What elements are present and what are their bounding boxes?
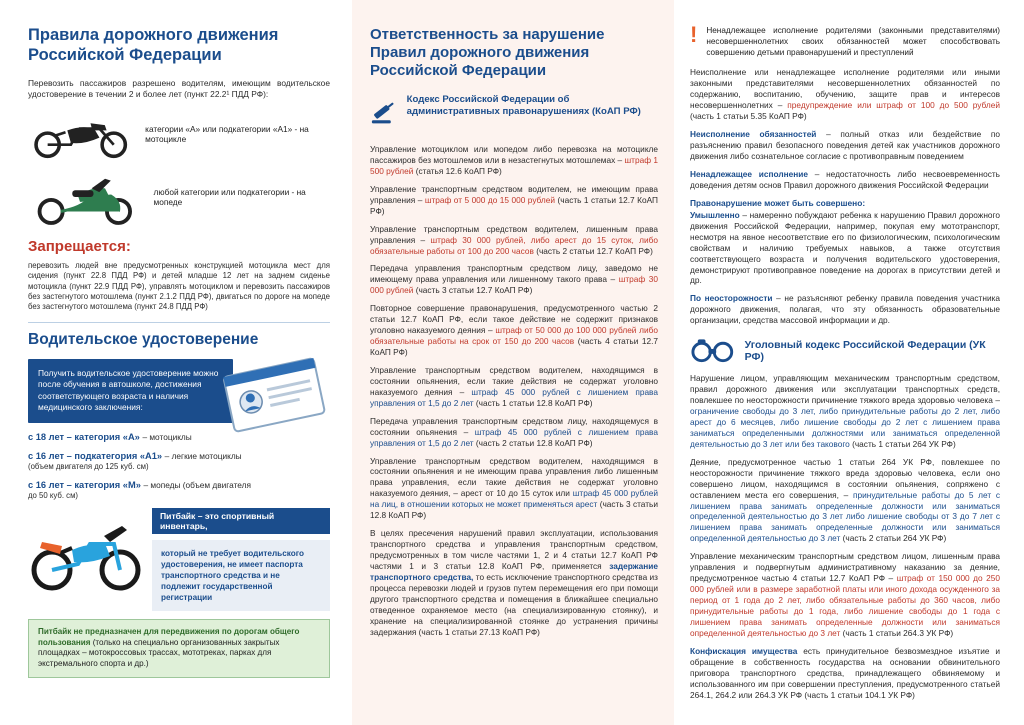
license-info-box: Получить водительское удостоверение можно после обучения в автошколе, достижения соответствующего возраста и наличия медицинского заключения: xyxy=(28,359,233,423)
uk-item: Нарушение лицом, управляющим механическим транспортным средством, правил дорожного движения или эксплуатации транспортных средств, повлекшее по неосторожности причинение тяжкого вреда здоровью человека – ограничение свободы до 3 лет, либо принудительные работы до 2 лет, либо арест до 6 месяцев, либо лишение свободы до 2 лет с лишением права заниматься определенными должностями или заниматься определенной деятельностью до 3 лет или без такового (часть 1 статьи 264 УК РФ) xyxy=(690,373,1000,449)
koap-item: Передача управления транспортным средством лицу, заведомо не имеющему права управления или лишенному такого права – штраф 30 000 рублей (часть 3 статьи 12.7 КоАП РФ) xyxy=(370,263,658,296)
duty-block: Ненадлежащее исполнение – недостаточность либо несвоевременность доведения детям основ Правил дорожного движения Российской Федерации xyxy=(690,168,1000,190)
uk-header xyxy=(690,338,1000,364)
duty-block: Неисполнение обязанностей – полный отказ или бездействие по разъяснению правил безопасного поведения детей как участников дорожного движения либо сознательное согласие с противоправным поведением xyxy=(690,129,1000,162)
age-sub: до 50 куб. см) xyxy=(28,490,79,500)
age-item: с 18 лет – категория «А» – мотоциклы xyxy=(28,431,192,442)
handcuffs-icon xyxy=(690,338,735,364)
moped-label: любой категории или подкатегории - на мопеде xyxy=(153,186,306,208)
koap-item: Управление транспортным средством водителем, лишенным права управления – штраф 30 000 рублей, либо арест до 15 суток, либо обязательные работы от 100 до 200 часов (часть 2 статьи 12.7 КоАП РФ) xyxy=(370,223,658,256)
age-item: с 16 лет – категория «М» – мопеды (объем двигателя xyxy=(28,479,251,490)
pitbike-warning-box: Питбайк не предназначен для передвижения по дорогам общего пользования (только на специально организованных закрытых площадках – мотокроссовых трассах, мототреках, парках для экстремального спорта и др.) xyxy=(28,619,330,678)
forbidden-title: Запрещается: xyxy=(28,238,131,256)
motorcycle-icon xyxy=(28,106,135,162)
pitbike-icon xyxy=(28,508,146,600)
divider xyxy=(28,322,330,323)
koap-item: Управление транспортным средством водителем, находящимся в состоянии опьянения и не имеющим права управления либо лишенным права управления, если такие действия не содержат уголовно наказуемого деяния, – арест от 10 до 15 суток или штраф 45 000 рублей на лиц, в отношении которых не может применяться арест (часть 3 статьи 12.8 КоАП РФ) xyxy=(370,455,658,521)
koap-item: Повторное совершение правонарушения, предусмотренного частью 2 статьи 12.7 КоАП РФ, если такое действие не содержит признаков уголовно наказуемого деяния – штраф от 50 000 до 100 000 рублей либо обязательные работы на срок от 150 до 200 часов (часть 4 статьи 12.7 КоАП РФ) xyxy=(370,303,658,357)
id-card-icon xyxy=(214,353,334,435)
koap-item: Управление транспортным средством водителем, не имеющим права управления – штраф от 5 000 до 15 000 рублей (часть 1 статьи 12.7 КоАП РФ) xyxy=(370,183,658,216)
offence-type: По неосторожности – не разъясняют ребенку правила поведения участника дорожного движения, полагая, что эту обязанность образовательные организации, средства массовой информации и др. xyxy=(690,293,1000,326)
uk-item: Управление механическим транспортным средством лицом, лишенным права управления и подвергнутым административному наказанию за деяние, предусмотренное частью 4 статьи 12.7 КоАП РФ – штраф от 150 000 до 250 000 рублей или в размере заработной платы или иного дохода осужденного за период от 1 года до 2 лет, либо обязательные работы до 360 часов, либо принудительные работы до 1 года, либо лишение свободы до 1 года с лишением права занимать определенные должности или заниматься определенной деятельностью до 3 лет (часть 1 статьи 264.3 УК РФ) xyxy=(690,551,1000,638)
motorcycle-label: категории «А» или подкатегории «А1» - на мотоцикле xyxy=(145,123,309,145)
motorcycle-row xyxy=(28,106,330,162)
koap-item: Передача управления транспортным средством лицу, находящемуся в состоянии опьянения – штраф 45 000 рублей с лишением права управления от 1,5 до 2 лет (часть 2 статьи 12.8 КоАП РФ) xyxy=(370,415,658,448)
pitbike-box: который не требует водительского удостоверения, не имеет паспорта транспортного средства и не подлежит государственной регистрации xyxy=(152,540,330,611)
page-title: Правила дорожного движения Российской Федерации xyxy=(28,26,279,64)
exclamation-icon: ! xyxy=(690,22,698,47)
pitbike-badge: Питбайк – это спортивный инвентарь, xyxy=(152,508,330,534)
age-sub: (объем двигателя до 125 куб. см) xyxy=(28,461,149,471)
middle-column xyxy=(352,0,674,725)
koap-item: Управление мотоциклом или мопедом либо перевозка на мотоцикле пассажиров без мотошлемов или в незастегнутых мотошлемах – штраф 1 500 рублей (статья 12.6 КоАП РФ) xyxy=(370,144,658,176)
gavel-icon xyxy=(370,94,398,134)
uk-title: Уголовный кодекс Российской Федерации (УК РФ) xyxy=(744,338,986,364)
koap-title: Кодекс Российской Федерации об административных правонарушениях (КоАП РФ) xyxy=(406,94,641,117)
koap-item: Управление транспортным средством водителем, находящимся в состоянии опьянения, если такие действия не содержат уголовно наказуемого деяния – штраф 45 000 рублей с лишением права управления от 1,5 до 2 лет (часть 1 статьи 12.8 КоАП РФ) xyxy=(370,364,658,408)
warning-block xyxy=(690,22,1000,58)
moped-icon xyxy=(28,166,144,228)
parents-duty-paragraph: Неисполнение или ненадлежащее исполнение родителями или иными законными представителями несовершеннолетних обязанностей по содержанию, воспитанию, обучению, защите прав и интересов несовершеннолетних – предупреждение или штраф от 100 до 500 рублей (часть 1 статьи 5.35 КоАП РФ) xyxy=(690,67,1001,122)
uk-item: Деяние, предусмотренное частью 1 статьи 264 УК РФ, повлекшее по неосторожности причинение тяжкого вреда здоровью человека, если оно совершено лицом, находящимся в состоянии опьянения, сопряжено с оставлением места его совершения, – принудительные работы до 5 лет с лишением права занимать определенные должности или заниматься определенной деятельностью до 3 лет либо лишение свободы от 3 до 7 лет с лишением права занимать определенные должности или заниматься определенной деятельностью до 3 лет (часть 2 статьи 264 УК РФ) xyxy=(690,456,1000,544)
right-column xyxy=(674,0,1024,725)
left-column xyxy=(0,0,352,725)
confiscation-paragraph: Конфискация имущества есть принудительное безвозмездное изъятие и обращение в собственность государства на основании обвинительного приговора транспортного средства, принадлежащего обвиняемому и использованного им при совершении преступления, предусмотренного статьей 264.1, 264.2 или 264.3 УК РФ (часть 1 статьи 104.1 УК РФ) xyxy=(690,645,1000,700)
forbidden-text: перевозить людей вне предусмотренных конструкцией мотоцикла мест для сидения (пункт 22.8 ПДД РФ) и детей младше 12 лет на заднем сиденье мотоцикла (пункт 22.9 ПДД РФ), управлять мотоциклом и перевозить пассажиров без застегнутого мотошлема (пункт 2.1.2 ПДД РФ), двигаться по дороге на мопеде без застегнутого мотошлема (пункт 24.8 ПДД РФ) xyxy=(28,261,330,311)
offence-types-heading: Правонарушение может быть совершено: xyxy=(690,197,866,208)
koap-header xyxy=(370,94,658,134)
offence-type: Умышленно – намеренно побуждают ребенка к нарушению Правил дорожного движения Российской Федерации, например, покупая ему мототранспорт, несмотря на явное несоответствие его по физиологическим, психологическим свойствам и наличию требуемых навыков, а также отсутствия соответствующего возраста и получения водительского удостоверения, демонстрируют противоправное поведение на дорогах в присутствии детей и др. xyxy=(690,209,1000,286)
responsibility-title: Ответственность за нарушение Правил дорожного движения Российской Федерации xyxy=(370,26,605,79)
license-section-title: Водительское удостоверение xyxy=(28,330,259,348)
age-list xyxy=(28,432,330,500)
moped-row xyxy=(28,166,330,228)
age-item: с 16 лет – подкатегория «А1» – легкие мотоциклы xyxy=(28,450,242,461)
intro-text: Перевозить пассажиров разрешено водителям, имеющим водительское удостоверение в течении 2 и более лет (пункт 22.2¹ ПДД РФ): xyxy=(28,77,330,99)
detention-paragraph: В целях пресечения нарушений правил эксплуатации, использования транспортного средства и управления транспортным средством, предусмотренных в том числе частями 1, 2 и 4 статьи 12.7 КоАП РФ частями 1 и 3 статьи 12.8 КоАП РФ, применяется задержание транспортного средства, то есть исключение транспортного средства из процесса перевозки людей и грузов путем перемещения его при помощи другого транспортного средства и помещения в ближайшее специально отведенное охраняемое место (на специализированную стоянку), и хранение на специализированной стоянке до устранения причины задержания (часть 1 статьи 27.13 КоАП РФ) xyxy=(370,528,658,637)
warning-text: Ненадлежащее исполнение родителями (законными представителями) несовершеннолетних своих обязанностей может способствовать совершению детьми правонарушений и преступлений xyxy=(706,26,1000,57)
